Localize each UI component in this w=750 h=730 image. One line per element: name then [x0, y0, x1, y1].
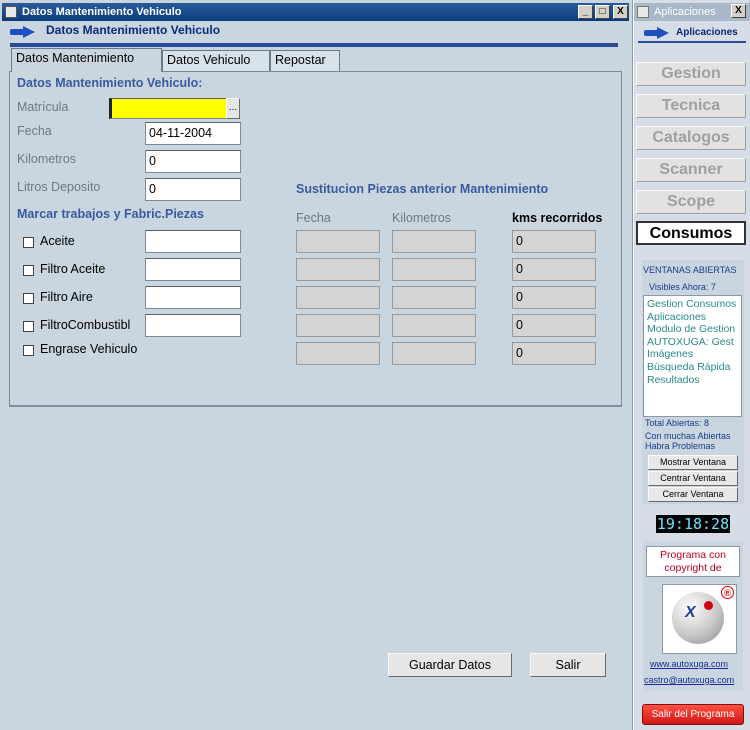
litros-input[interactable]: 0 [145, 178, 241, 201]
list-item[interactable]: Aplicaciones [647, 310, 706, 323]
list-item[interactable]: Modulo de Gestion [647, 323, 736, 336]
filtro-aire-checkbox[interactable] [23, 293, 34, 304]
filtro-aire-piece-input[interactable] [145, 286, 241, 309]
tab-datos-vehiculo[interactable]: Datos Vehiculo [162, 50, 270, 71]
col-fecha-header: Fecha [296, 211, 331, 225]
filtro-combustible-kms-field: 0 [512, 314, 596, 337]
litros-label: Litros Deposito [17, 180, 101, 194]
filtro-combustible-fecha-field [296, 314, 380, 337]
app-gestion-button[interactable]: Gestion [636, 62, 746, 86]
logo-letter: X [685, 604, 696, 621]
filtro-aceite-label: Filtro Aceite [40, 262, 106, 276]
sidebar-app-icon [637, 6, 649, 18]
sidebar-header: Aplicaciones [676, 27, 738, 38]
aceite-piece-input[interactable] [145, 230, 241, 253]
logo-sphere [672, 592, 724, 644]
filtro-aceite-fecha-field [296, 258, 380, 281]
list-item[interactable]: Gestion Consumos [647, 298, 737, 310]
ventanas-title: VENTANAS ABIERTAS [643, 265, 737, 275]
page-header [10, 23, 620, 43]
filtro-aceite-checkbox[interactable] [23, 265, 34, 276]
window-title: Datos Mantenimiento Vehiculo [22, 6, 182, 18]
filtro-aceite-km-field [392, 258, 476, 281]
filtro-combustible-checkbox[interactable] [23, 321, 34, 332]
clock-display: 19:18:28 [656, 515, 730, 533]
visibles-count: Visibles Ahora: 7 [649, 282, 716, 292]
fecha-input[interactable]: 04-11-2004 [145, 122, 241, 145]
list-item[interactable]: AUTOXUGA: Gest [647, 335, 734, 348]
filtro-aire-km-field [392, 286, 476, 309]
aceite-fecha-field [296, 230, 380, 253]
warning-text: Con muchas Abiertas Habra Problemas [645, 431, 731, 451]
logo-red-dot [704, 601, 713, 610]
engrase-label: Engrase Vehiculo [40, 342, 138, 356]
trabajos-title: Marcar trabajos y Fabric.Piezas [17, 207, 204, 221]
copyright-text: Programa con copyright de [646, 546, 740, 577]
app-scanner-button[interactable]: Scanner [636, 158, 746, 182]
filtro-aceite-piece-input[interactable] [145, 258, 241, 281]
filtro-combustible-piece-input[interactable] [145, 314, 241, 337]
matricula-browse-button[interactable]: ... [226, 98, 240, 119]
engrase-checkbox[interactable] [23, 345, 34, 356]
cerrar-ventana-button[interactable]: Cerrar Ventana [648, 487, 738, 502]
engrase-kms-field: 0 [512, 342, 596, 365]
tab-datos-mantenimiento[interactable]: Datos Mantenimiento [11, 48, 162, 72]
total-open-count: Total Abiertas: 8 [645, 418, 710, 428]
engrase-km-field [392, 342, 476, 365]
sidebar-divider [638, 41, 746, 43]
email-link[interactable]: castro@autoxuga.com [644, 675, 735, 685]
sidebar-title: Aplicaciones [654, 6, 716, 18]
sustitucion-title: Sustitucion Piezas anterior Mantenimiento [296, 182, 549, 196]
sidebar-close-button[interactable]: X [731, 4, 746, 18]
app-tecnica-button[interactable]: Tecnica [636, 94, 746, 118]
website-link[interactable]: www.autoxuga.com [650, 659, 729, 669]
matricula-input[interactable] [109, 98, 227, 119]
filtro-aire-label: Filtro Aire [40, 290, 93, 304]
header-divider [10, 43, 618, 47]
kilometros-input[interactable]: 0 [145, 150, 241, 173]
page-title: Datos Mantenimiento Vehiculo [46, 23, 221, 37]
arrow-right-icon [644, 27, 670, 39]
salir-programa-button[interactable]: Salir del Programa [642, 704, 744, 725]
tab-repostar[interactable]: Repostar [270, 50, 340, 71]
autoxuga-logo [662, 584, 737, 654]
mostrar-ventana-button[interactable]: Mostrar Ventana [648, 455, 738, 470]
col-kms-header: kms recorridos [512, 211, 603, 225]
aceite-km-field [392, 230, 476, 253]
filtro-aire-fecha-field [296, 286, 380, 309]
window-app-icon [5, 6, 17, 18]
fecha-label: Fecha [17, 124, 52, 138]
app-consumos-button[interactable]: Consumos [636, 221, 746, 245]
sidebar-title-bar [634, 3, 750, 21]
filtro-combustible-label: FiltroCombustibl [40, 318, 131, 332]
engrase-fecha-field [296, 342, 380, 365]
col-kilometros-header: Kilometros [392, 211, 452, 225]
guardar-datos-button[interactable]: Guardar Datos [388, 653, 512, 677]
aceite-kms-field: 0 [512, 230, 596, 253]
minimize-button[interactable]: _ [578, 5, 593, 19]
open-windows-panel [642, 260, 744, 504]
list-item[interactable]: Búsqueda Rápida [647, 360, 731, 373]
close-button[interactable]: X [613, 5, 628, 19]
applications-sidebar [634, 0, 750, 730]
centrar-ventana-button[interactable]: Centrar Ventana [648, 471, 738, 486]
form-panel [9, 71, 622, 407]
open-windows-list[interactable] [643, 295, 742, 417]
section-title: Datos Mantenimiento Vehiculo: [17, 76, 203, 90]
matricula-label: Matrícula [17, 100, 69, 114]
list-item[interactable]: Resultados [647, 373, 700, 386]
filtro-aire-kms-field: 0 [512, 286, 596, 309]
app-catalogos-button[interactable]: Catalogos [636, 126, 746, 150]
salir-button[interactable]: Salir [530, 653, 606, 677]
arrow-right-icon [10, 26, 36, 38]
maximize-button[interactable]: □ [595, 5, 610, 19]
kilometros-label: Kilometros [17, 152, 77, 166]
aceite-checkbox[interactable] [23, 237, 34, 248]
registered-icon: ® [721, 586, 734, 599]
filtro-aceite-kms-field: 0 [512, 258, 596, 281]
list-item[interactable]: Imágenes [647, 348, 694, 361]
app-scope-button[interactable]: Scope [636, 190, 746, 214]
aceite-label: Aceite [40, 234, 75, 248]
window-title-bar [2, 3, 629, 21]
filtro-combustible-km-field [392, 314, 476, 337]
